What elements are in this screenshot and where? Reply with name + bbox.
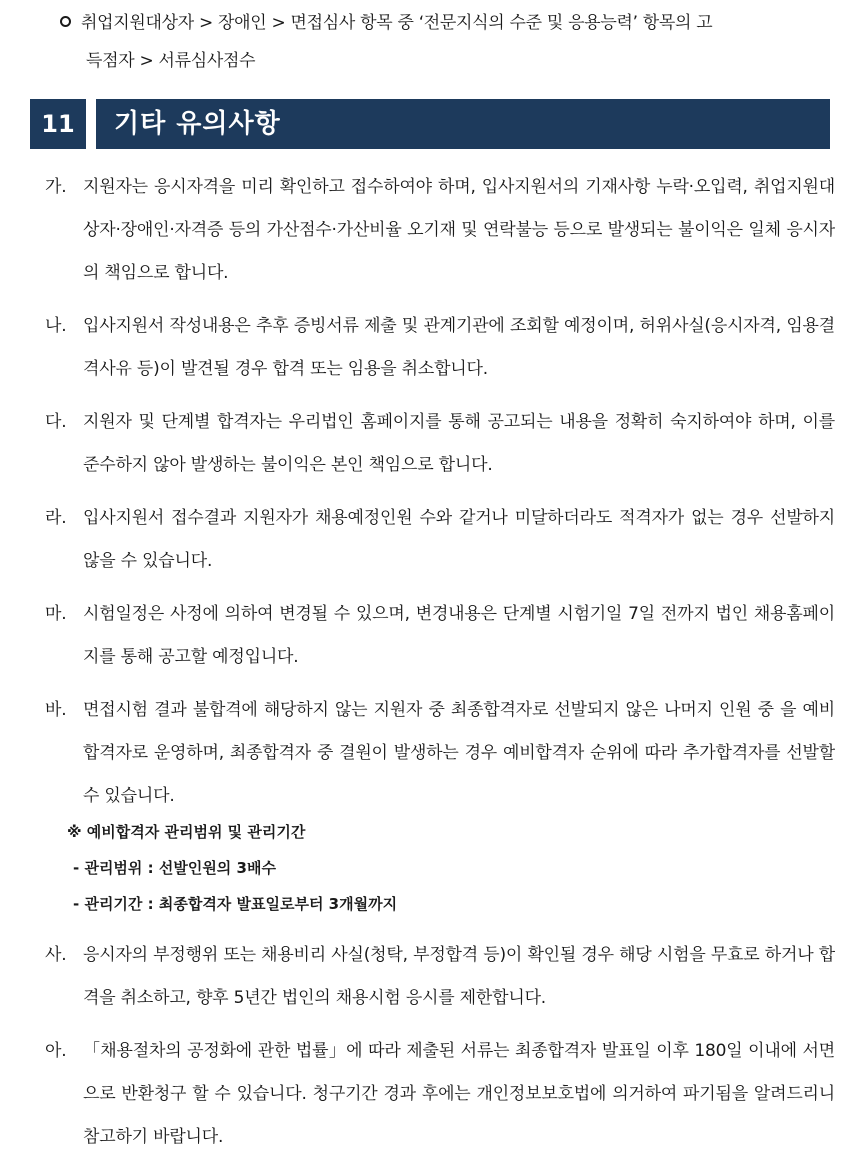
note-period: - 관리기간 : 최종합격자 발표일로부터 3개월까지 (73, 895, 398, 913)
item-label: 가. (45, 177, 67, 197)
item-label: 마. (45, 604, 67, 624)
notice-item-ba (45, 689, 835, 818)
note-range: - 관리범위 : 선발인원의 3배수 (73, 859, 276, 877)
notice-item-a (45, 1030, 835, 1159)
top-bullet (60, 4, 835, 80)
item-text: 입사지원서 접수결과 지원자가 채용예정인원 수와 같거나 미달하더라도 적격자가 없는 경우 선발하지 않을 수 있습니다. (83, 508, 835, 571)
notice-list (45, 166, 835, 1169)
item-label: 사. (45, 945, 67, 965)
section-header (30, 99, 830, 149)
item-label: 다. (45, 412, 67, 432)
notice-item-ma (45, 593, 835, 679)
item-text: 면접시험 결과 불합격에 해당하지 않는 지원자 중 최종합격자로 선발되지 않은 나머지 인원 중 을 예비합격자로 운영하며, 최종합격자 중 결원이 발생하는 경우 예비합격자 순위에 따라 추가합격자를 선발할 수 있습니다. (83, 700, 835, 806)
notice-item-ra (45, 497, 835, 583)
notice-item-sa (45, 934, 835, 1020)
item-text: 지원자는 응시자격을 미리 확인하고 접수하여야 하며, 입사지원서의 기재사항 누락·오입력, 취업지원대상자·장애인·자격증 등의 가산점수·가산비율 오기재 및 연락불능 등으로 발생되는 불이익은 일체 응시자의 책임으로 합니다. (83, 177, 835, 283)
item-text: 응시자의 부정행위 또는 채용비리 사실(청탁, 부정합격 등)이 확인될 경우 해당 시험을 무효로 하거나 합격을 취소하고, 향후 5년간 법인의 채용시험 응시를 제한합니다. (83, 945, 835, 1008)
item-label: 아. (45, 1041, 67, 1061)
note-title: ※ 예비합격자 관리범위 및 관리기간 (67, 823, 306, 841)
item-text: 「채용절차의 공정화에 관한 법률」에 따라 제출된 서류는 최종합격자 발표일 이후 180일 이내에 서면으로 반환청구 할 수 있습니다. 청구기간 경과 후에는 개인정보보호법에 의거하여 파기됨을 알려드리니 참고하기 바랍니다. (83, 1041, 836, 1147)
notice-item-ga (45, 166, 835, 295)
item-text: 지원자 및 단계별 합격자는 우리법인 홈페이지를 통해 공고되는 내용을 정확히 숙지하여야 하며, 이를 준수하지 않아 발생하는 불이익은 본인 책임으로 합니다. (83, 412, 835, 475)
circle-bullet-icon (60, 16, 71, 27)
top-bullet-line2: 득점자 > 서류심사점수 (86, 51, 256, 71)
top-bullet-line1: 취업지원대상자 > 장애인 > 면접심사 항목 중 ‘전문지식의 수준 및 응용능력’ 항목의 고 (81, 13, 713, 33)
section-title: 기타 유의사항 (96, 99, 830, 149)
item-label: 라. (45, 508, 67, 528)
reserve-note (45, 814, 835, 922)
section-number: 11 (30, 99, 86, 149)
item-label: 나. (45, 316, 67, 336)
item-text: 시험일정은 사정에 의하여 변경될 수 있으며, 변경내용은 단계별 시험기일 7일 전까지 법인 채용홈페이지를 통해 공고할 예정입니다. (83, 604, 835, 667)
item-label: 바. (45, 700, 67, 720)
item-text: 입사지원서 작성내용은 추후 증빙서류 제출 및 관계기관에 조회할 예정이며, 허위사실(응시자격, 임용결격사유 등)이 발견될 경우 합격 또는 임용을 취소합니다. (83, 316, 835, 379)
notice-item-da (45, 401, 835, 487)
notice-item-na (45, 305, 835, 391)
